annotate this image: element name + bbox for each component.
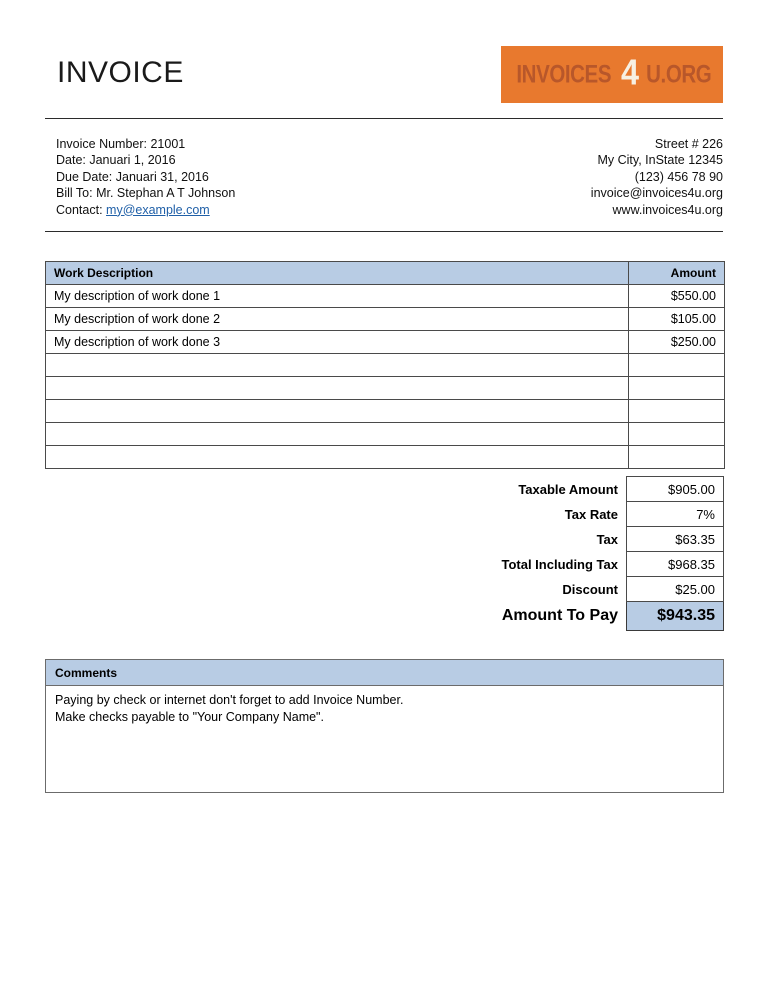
table-row xyxy=(46,331,725,354)
comments-line-1: Paying by check or internet don't forget to add Invoice Number. xyxy=(55,693,404,707)
totals-row-total-including-tax xyxy=(417,552,724,577)
logo-wordmark: INVOICES 4 U.ORG xyxy=(516,51,712,92)
invoice-date: Date: Januari 1, 2016 xyxy=(56,153,176,168)
cell-description xyxy=(46,423,629,446)
label-taxable-amount: Taxable Amount xyxy=(518,481,618,497)
value-discount: $25.00 xyxy=(627,577,724,602)
company-email: invoice@invoices4u.org xyxy=(590,186,723,201)
totals-row-discount xyxy=(417,577,724,602)
company-street: Street # 226 xyxy=(654,137,723,151)
cell-amount xyxy=(629,400,725,423)
label-tax: Tax xyxy=(596,531,618,547)
table-row xyxy=(46,285,725,308)
table-row-empty xyxy=(46,446,725,469)
column-header-description: Work Description xyxy=(46,262,629,285)
contact-row xyxy=(56,202,235,218)
work-items-header xyxy=(46,262,725,285)
totals-table xyxy=(417,476,725,631)
totals-row-tax xyxy=(417,527,724,552)
company-city: My City, InState 12345 xyxy=(597,153,723,168)
cell-description xyxy=(46,354,629,377)
header-divider xyxy=(45,118,723,119)
page-title: INVOICE xyxy=(57,56,184,89)
cell-amount xyxy=(629,446,725,469)
comments-body xyxy=(46,686,723,725)
label-tax-rate: Tax Rate xyxy=(564,506,618,522)
cell-amount xyxy=(629,423,725,446)
cell-amount xyxy=(629,377,725,400)
value-taxable-amount: $905.00 xyxy=(627,477,724,502)
cell-amount xyxy=(629,354,725,377)
table-header-row xyxy=(46,262,725,285)
invoice-number: Invoice Number: 21001 xyxy=(56,137,186,151)
cell-amount: $550.00 xyxy=(629,285,725,308)
column-header-amount: Amount xyxy=(629,262,725,285)
table-row-empty xyxy=(46,354,725,377)
value-tax-rate: 7% xyxy=(627,502,724,527)
table-row-empty xyxy=(46,400,725,423)
bill-to: Bill To: Mr. Stephan A T Johnson xyxy=(56,186,236,201)
work-items-body xyxy=(46,285,725,469)
cell-amount: $250.00 xyxy=(629,331,725,354)
company-phone: (123) 456 78 90 xyxy=(634,169,723,184)
label-amount-to-pay: Amount To Pay xyxy=(501,607,618,624)
company-website: www.invoices4u.org xyxy=(612,202,723,217)
comments-box xyxy=(45,659,724,793)
cell-description: My description of work done 3 xyxy=(46,331,629,354)
cell-description xyxy=(46,377,629,400)
cell-amount: $105.00 xyxy=(629,308,725,331)
value-tax: $63.35 xyxy=(627,527,724,552)
label-total-including-tax: Total Including Tax xyxy=(501,556,618,572)
contact-label: Contact: xyxy=(56,202,107,217)
label-discount: Discount xyxy=(562,581,618,597)
cell-description xyxy=(46,400,629,423)
cell-description xyxy=(46,446,629,469)
totals-row-tax-rate xyxy=(417,502,724,527)
comments-header-label: Comments xyxy=(55,665,118,680)
table-row-empty xyxy=(46,377,725,400)
table-row-empty xyxy=(46,423,725,446)
value-amount-to-pay: $943.35 xyxy=(627,602,724,631)
company-logo xyxy=(501,46,723,103)
value-total-including-tax: $968.35 xyxy=(627,552,724,577)
table-row xyxy=(46,308,725,331)
contact-email-link[interactable]: my@example.com xyxy=(106,202,210,217)
company-address-block xyxy=(591,136,723,218)
comments-header xyxy=(46,660,723,686)
invoice-header xyxy=(45,40,723,110)
details-divider xyxy=(45,231,723,232)
totals-row-amount-to-pay xyxy=(417,602,724,631)
logo-text-invoices: INVOICES xyxy=(516,60,611,88)
work-items-table xyxy=(45,261,725,469)
invoice-details-block xyxy=(56,136,235,218)
invoice-due-date: Due Date: Januari 31, 2016 xyxy=(56,169,209,184)
cell-description: My description of work done 1 xyxy=(46,285,629,308)
comments-line-2: Make checks payable to "Your Company Name". xyxy=(55,709,324,724)
logo-text-uorg: U.ORG xyxy=(645,60,712,88)
cell-description: My description of work done 2 xyxy=(46,308,629,331)
totals-row-taxable-amount xyxy=(417,477,724,502)
